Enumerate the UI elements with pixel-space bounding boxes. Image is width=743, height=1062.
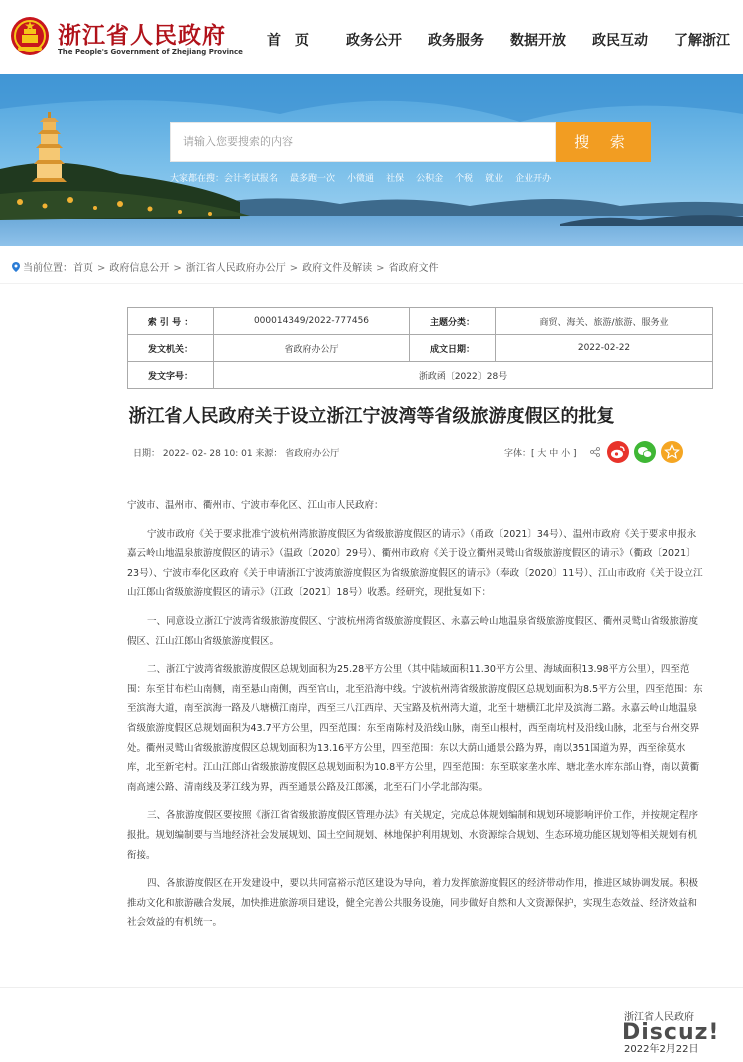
hot-search-link[interactable]: 会计考试报名 xyxy=(224,174,279,184)
hot-searches xyxy=(170,171,563,184)
nav-about-zhejiang[interactable]: 了解浙江 xyxy=(674,33,730,49)
breadcrumb xyxy=(12,259,439,274)
meta-docno-label: 发文字号： xyxy=(128,362,214,389)
location-pin-icon xyxy=(12,262,20,272)
breadcrumb-office[interactable]: 浙江省人民政府办公厅 xyxy=(185,263,286,274)
article-paragraph: 一、同意设立浙江宁波湾省级旅游度假区、宁波杭州湾省级旅游度假区、永嘉云岭山地温泉省级旅游度假区、衢州灵鹫山省级旅游度假区、江山江郎山省级旅游度假区。 xyxy=(127,615,699,647)
search-input[interactable]: 请输入您要搜索的内容 xyxy=(170,122,556,162)
article-paragraph: 宁波市政府《关于要求批准宁波杭州湾旅游度假区为省级旅游度假区的请示》（甬政〔2021〕34号）、温州市政府《关于要求申报永嘉云岭山地温泉旅游度假区的请示》（温政〔2020〕29号）、衢州市政府《关于设立衢州灵鹫山省级旅游度假区的请示》（衢政〔2021〕23号）、宁波市奉化区政府《关于申请浙江宁波湾旅游度假区为省级旅游度假区的请示》（奉政〔2020〕11号）、江山市政府《关于设立江山江郎山省级旅游度假区的请示》（江政〔2021〕18号）收悉。经研究，现批复如下： xyxy=(127,528,703,599)
breadcrumb-separator: > xyxy=(97,263,106,274)
meta-docno-value: 浙政函〔2022〕28号 xyxy=(214,362,713,389)
article-info: 日期： 2022- 02- 28 10: 01 来源： 省政府办公厅 xyxy=(133,449,340,459)
divider xyxy=(0,987,743,988)
breadcrumb-label: 当前位置： xyxy=(23,263,73,274)
hot-search-link[interactable]: 公积金 xyxy=(416,174,444,184)
nav-home[interactable]: 首 页 xyxy=(267,33,309,49)
breadcrumb-gov-info[interactable]: 政府信息公开 xyxy=(109,263,170,274)
breadcrumb-separator: > xyxy=(376,263,385,274)
nav-open-data[interactable]: 数据开放 xyxy=(510,33,566,49)
hot-search-link[interactable]: 就业 xyxy=(485,174,504,184)
breadcrumb-province-docs[interactable]: 省政府文件 xyxy=(388,263,439,274)
article-body xyxy=(127,496,703,942)
nav-gov-affairs-open[interactable]: 政务公开 xyxy=(346,33,402,49)
meta-index-label: 索 引 号 ： xyxy=(128,308,214,335)
article-paragraph: 三、各旅游度假区要按照《浙江省省级旅游度假区管理办法》有关规定，完成总体规划编制和规划环境影响评价工作，并按规定程序报批。规划编制要与当地经济社会发展规划、国土空间规划、林地保护利用规划、水资源综合规划、生态环境功能区规划等相关规划有机衔接。 xyxy=(127,810,699,861)
article-addressee: 宁波市、温州市、衢州市、宁波市奉化区、江山市人民政府： xyxy=(127,500,384,511)
signature-issuer: 浙江省人民政府 xyxy=(624,1012,694,1023)
hero-banner xyxy=(0,74,743,246)
weibo-share-icon[interactable] xyxy=(607,441,629,463)
meta-issuer-value: 省政府办公厅 xyxy=(214,335,410,362)
wechat-share-icon[interactable] xyxy=(634,441,656,463)
breadcrumb-separator: > xyxy=(173,263,182,274)
hot-search-link[interactable]: 个税 xyxy=(455,174,474,184)
font-size-switcher[interactable]: 字体：[ 大 中 小 ] xyxy=(504,449,577,459)
hot-search-link[interactable]: 最多跑一次 xyxy=(290,174,336,184)
nav-gov-services[interactable]: 政务服务 xyxy=(428,33,484,49)
meta-date-label: 成文日期： xyxy=(410,335,496,362)
article-paragraph: 二、浙江宁波湾省级旅游度假区总规划面积为25.28平方公里（其中陆域面积11.30平方公里、海域面积13.98平方公里），四至范围：东至甘布栏山南侧，南至悬山南侧，西至官山，北至沿海中线。宁波杭州湾省级旅游度假区总规划面积为8.5平方公里，四至范围：东至滨海大道，南至滨海一路及八塘横江南岸，西至三八江西岸、天宝路及杭州湾大道，北至十塘横江北岸及滨海二路。永嘉云岭山地温泉省级旅游度假区总规划面积为43.7平方公里，四至范围：东至南陈村及沿线山脉，南至山根村，西至南坑村及沿线山脉，北至与台州交界处。衢州灵鹫山省级旅游度假区总规划面积为13.16平方公里，四至范围：东以大荫山通景公路为界，南以351国道为界，西至徐莫水库，北至新宅村。江山江郎山省级旅游度假区总规划面积为10.8平方公里，四至范围：东至联家垄水库、塘北垄水库东部山脊，南以黄衢南高速公路、清南线及茅江线为界，西至通景公路及江郎溪，北至石门小学北部沟渠。 xyxy=(127,664,703,793)
signature-date: 2022年2月22日 xyxy=(624,1044,699,1055)
meta-issuer-label: 发文机关： xyxy=(128,335,214,362)
nav-interaction[interactable]: 政民互动 xyxy=(592,33,648,49)
site-title[interactable]: 浙江省人民政府 xyxy=(58,23,226,49)
hot-search-link[interactable]: 小微通 xyxy=(347,174,375,184)
hot-searches-label: 大家都在搜： xyxy=(170,174,225,184)
page-title: 浙江省人民政府关于设立浙江宁波湾等省级旅游度假区的批复 xyxy=(128,406,615,427)
meta-topic-label: 主题分类： xyxy=(410,308,496,335)
article-paragraph: 四、各旅游度假区在开发建设中，要以共同富裕示范区建设为导向，着力发挥旅游度假区的经济带动作用，推进区域协调发展。积极推动文化和旅游融合发展，加快推进旅游项目建设，健全完善公共服务设施，同步做好自然和人文资源保护，实现生态效益、经济效益和社会效益的有机统一。 xyxy=(127,878,699,929)
site-subtitle: The People's Government of Zhejiang Province xyxy=(58,48,243,56)
meta-topic-value: 商贸、海关、旅游/旅游、服务业 xyxy=(496,308,713,335)
hot-search-link[interactable]: 企业开办 xyxy=(515,174,552,184)
site-header xyxy=(0,0,743,74)
discuz-watermark: Discuz! xyxy=(622,1020,720,1045)
document-meta-table xyxy=(127,307,713,389)
breadcrumb-documents[interactable]: 政府文件及解读 xyxy=(302,263,373,274)
meta-index-value: 000014349/2022-777456 xyxy=(214,308,410,335)
divider xyxy=(0,283,743,284)
breadcrumb-separator: > xyxy=(289,263,299,274)
meta-date-value: 2022-02-22 xyxy=(496,335,713,362)
search-button[interactable]: 搜 索 xyxy=(556,122,651,162)
breadcrumb-home[interactable]: 首页 xyxy=(73,263,93,274)
favorite-star-icon[interactable] xyxy=(661,441,683,463)
hot-search-link[interactable]: 社保 xyxy=(386,174,405,184)
main-nav xyxy=(0,30,743,52)
share-icon[interactable] xyxy=(590,447,600,457)
